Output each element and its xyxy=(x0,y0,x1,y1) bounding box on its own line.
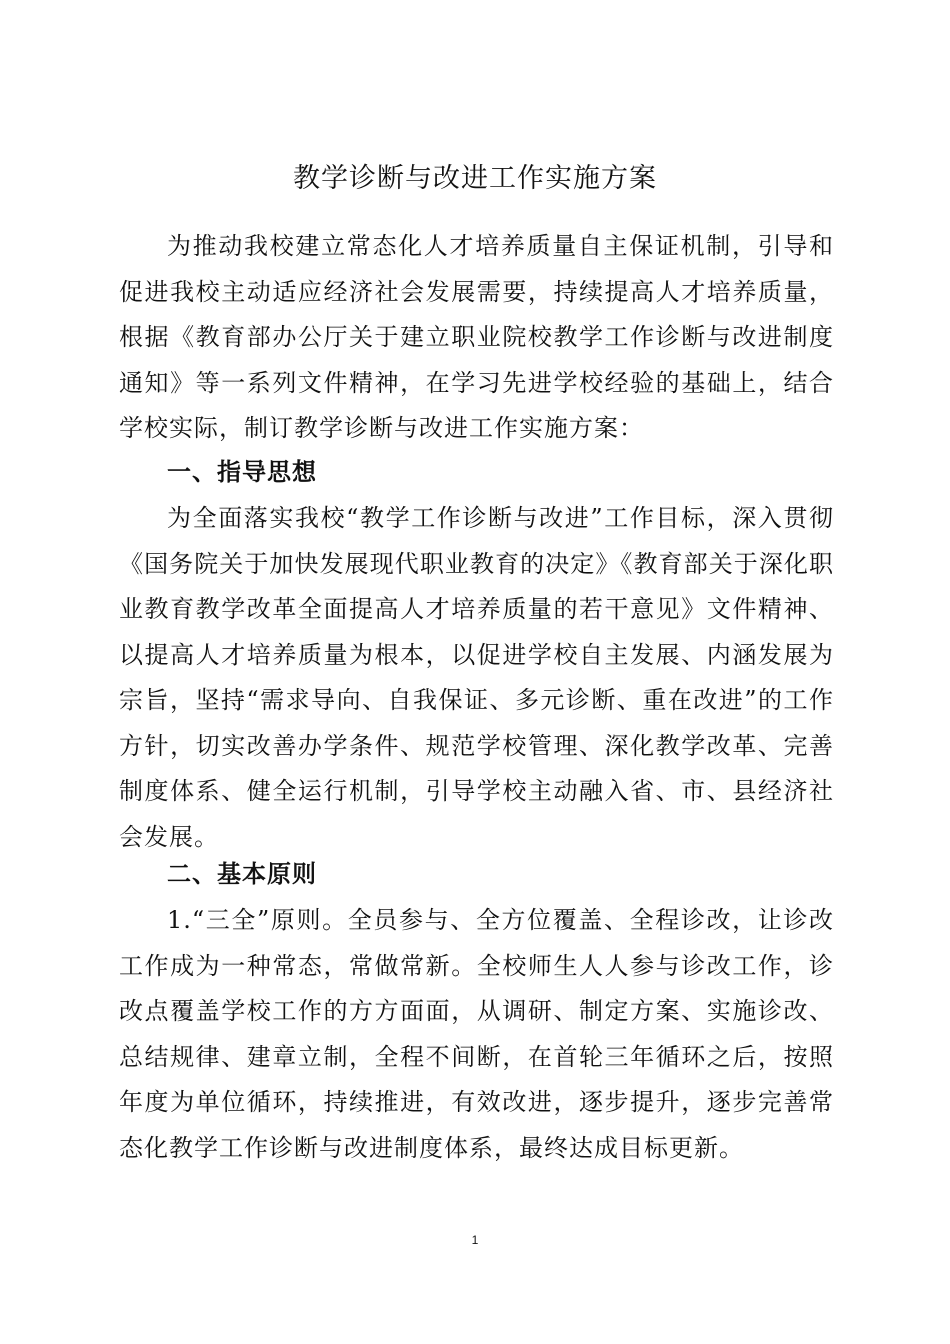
guiding-ideology-paragraph: 为全面落实我校“教学工作诊断与改进”工作目标，深入贯彻《国务院关于加快发展现代职业教育的决定》《教育部关于深化职业教育教学改革全面提高人才培养质量的若干意见》文件精神、以提高人才培养质量为根本，以促进学校自主发展、内涵发展为宗旨，坚持“需求导向、自我保证、多元诊断、重在改进”的工作方针，切实改善办学条件、规范学校管理、深化教学改革、完善制度体系、健全运行机制，引导学校主动融入省、市、县经济社会发展。 xyxy=(119,504,834,851)
basic-principles-paragraph: 1.“三全”原则。全员参与、全方位覆盖、全程诊改，让诊改工作成为一种常态，常做常新。全校师生人人参与诊改工作，诊改点覆盖学校工作的方方面面，从调研、制定方案、实施诊改、总结规律、建章立制，全程不间断，在首轮三年循环之后，按照年度为单位循环，持续推进，有效改进，逐步提升，逐步完善常态化教学工作诊断与改进制度体系，最终达成目标更新。 xyxy=(119,906,834,1162)
section-heading-basic-principles: 二、基本原则 xyxy=(167,860,317,888)
document-title: 教学诊断与改进工作实施方案 xyxy=(293,163,657,194)
section-heading-guiding-ideology: 一、指导思想 xyxy=(167,458,317,486)
page-number: 1 xyxy=(471,1233,479,1247)
intro-paragraph: 为推动我校建立常态化人才培养质量自主保证机制，引导和促进我校主动适应经济社会发展需要，持续提高人才培养质量，根据《教育部办公厅关于建立职业院校教学工作诊断与改进制度通知》等一系列文件精神，在学习先进学校经验的基础上，结合学校实际，制订教学诊断与改进工作实施方案： xyxy=(119,232,834,442)
